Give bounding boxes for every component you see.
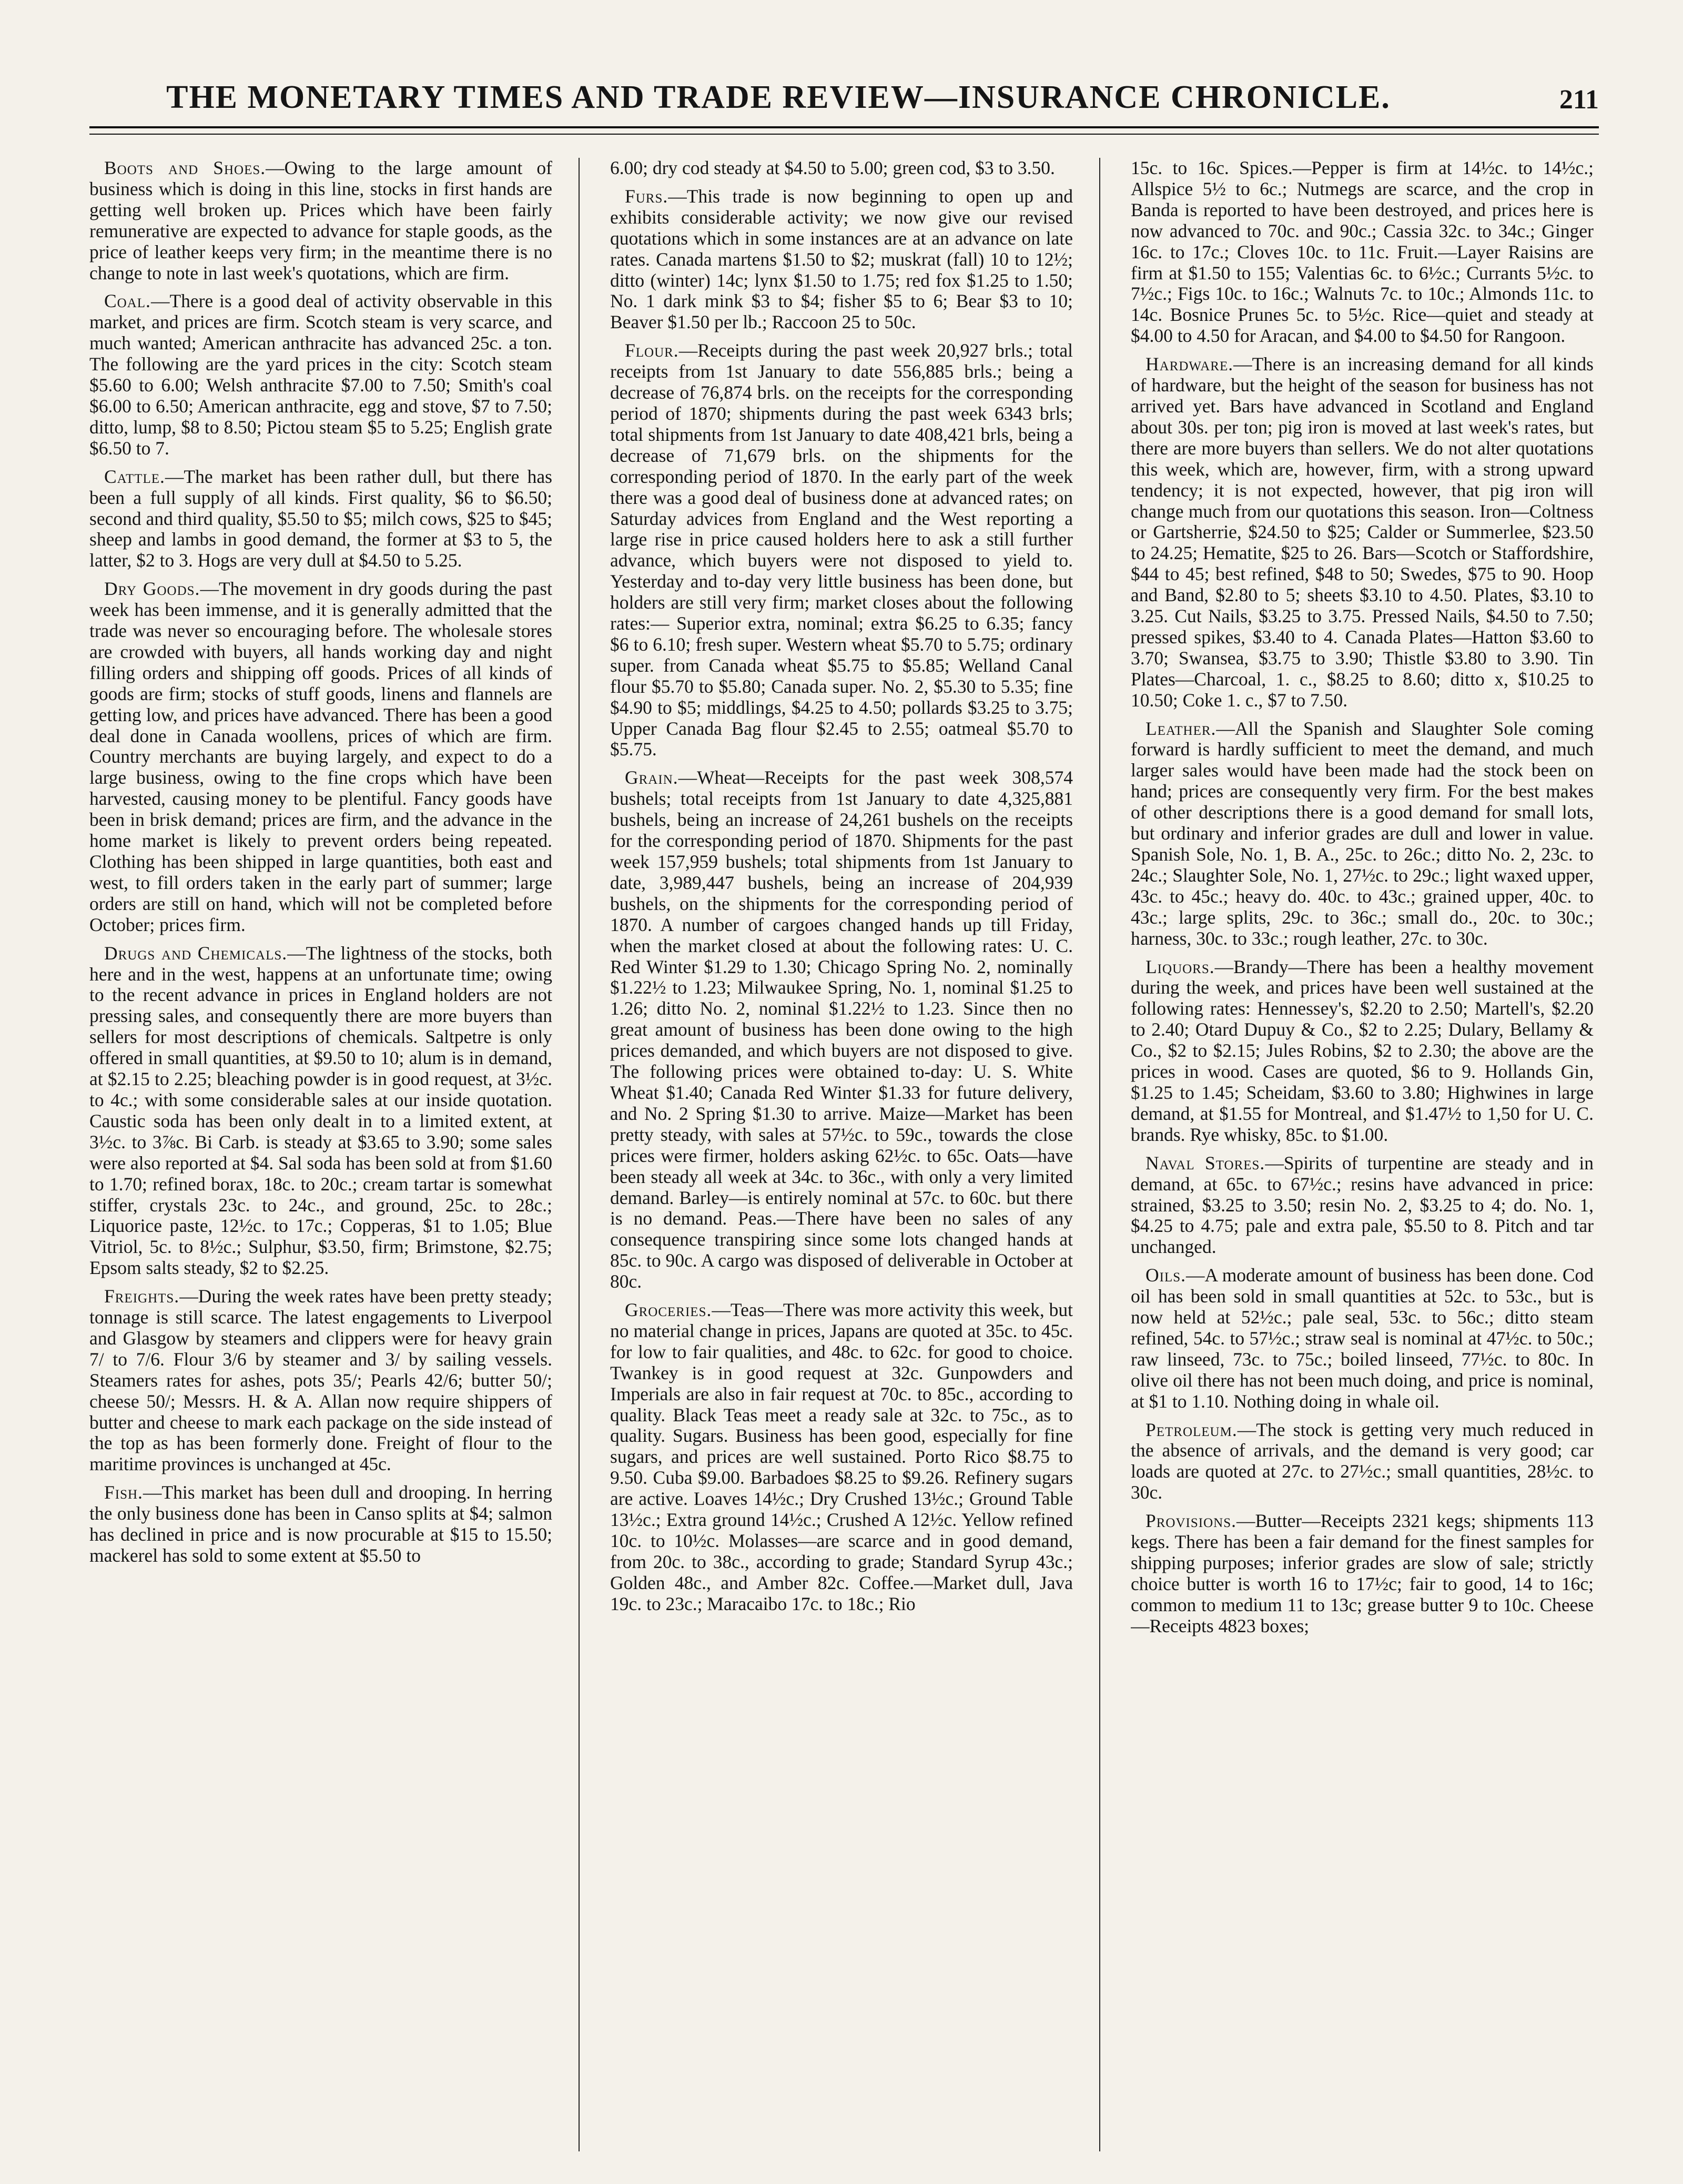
column-1 bbox=[89, 158, 552, 2151]
article-paragraph bbox=[1131, 158, 1594, 347]
paragraph-heading: Fish. bbox=[104, 1482, 143, 1503]
column-3 bbox=[1131, 158, 1594, 2151]
article-paragraph bbox=[610, 1300, 1073, 1615]
article-paragraph bbox=[89, 1286, 552, 1475]
article-paragraph bbox=[1131, 1511, 1594, 1636]
page-number: 211 bbox=[1559, 85, 1599, 115]
paragraph-heading: Liquors. bbox=[1145, 956, 1215, 977]
article-paragraph bbox=[610, 186, 1073, 333]
paragraph-heading: Groceries. bbox=[625, 1299, 712, 1321]
paragraph-heading: Leather. bbox=[1145, 717, 1216, 739]
paragraph-body: —Butter—Receipts 2321 kegs; shipments 113 kegs. There has been a fair demand for the finest samples for shipping purposes; inferior grades are slow of sale; strictly choice butter is worth 16 to 17½c; fair to good, 14 to 16c; common to medium 11 to 13c; grease butter 9 to 10c. Cheese—Receipts 4823 boxes; bbox=[1131, 1510, 1594, 1636]
paragraph-heading: Petroleum. bbox=[1145, 1419, 1238, 1440]
paragraph-heading: Provisions. bbox=[1145, 1510, 1236, 1532]
paragraph-body: —The market has been rather dull, but there has been a full supply of all kinds. First quality, $6 to $6.50; second and third quality, $5.50 to $5; milch cows, $25 to $45; sheep and lambs in good demand, the former at $3 to 5, the latter, $2 to 3. Hogs are very dull at $4.50 to 5.25. bbox=[89, 466, 552, 571]
article-paragraph bbox=[89, 467, 552, 572]
paragraph-body: —Spirits of turpentine are steady and in demand, at 65c. to 67½c.; resins have advanced in price: strained, $3.25 to 3.50; resin No. 2, $3.25 to 4; do. No. 1, $4.25 to 4.75; pale and extra pale, $5.50 to 8. Pitch and tar unchanged. bbox=[1131, 1152, 1594, 1258]
paragraph-heading: Cattle. bbox=[104, 466, 165, 487]
column-2 bbox=[610, 158, 1073, 2151]
paragraph-heading: Freights. bbox=[104, 1286, 180, 1307]
paragraph-heading: Naval Stores. bbox=[1145, 1152, 1265, 1174]
paragraph-body: —This market has been dull and drooping. In herring the only business done has been in Canso splits at $4; salmon has declined in price and is now procurable at $15 to 15.50; mackerel has sold to some extent at $5.50 to bbox=[89, 1482, 552, 1566]
paragraph-heading: Coal. bbox=[104, 290, 151, 312]
column-divider bbox=[1099, 158, 1100, 2151]
paragraph-heading: Flour. bbox=[625, 340, 679, 361]
paragraph-body: —The stock is getting very much reduced in the absence of arrivals, and the demand is very good; car loads are quoted at 27c. to 27½c.; small quantities, 28½c. to 30c. bbox=[1131, 1419, 1594, 1503]
paragraph-body: —There is a good deal of activity observable in this market, and prices are firm. Scotch steam is very scarce, and much wanted; American anthracite has advanced 25c. a ton. The following are the yard prices in the city: Scotch steam $5.60 to 6.00; Welsh anthracite $7.00 to 7.50; Smith's coal $6.00 to 6.50; American anthracite, egg and stove, $7 to 7.50; ditto, lump, $8 to 8.50; Pictou steam $5 to 5.25; English grate $6.50 to 7. bbox=[89, 290, 552, 459]
paragraph-heading: Grain. bbox=[625, 767, 678, 788]
paragraph-heading: Dry Goods. bbox=[104, 578, 200, 600]
article-paragraph bbox=[89, 943, 552, 1279]
article-paragraph bbox=[89, 579, 552, 935]
column-divider bbox=[579, 158, 580, 2151]
article-paragraph bbox=[610, 158, 1073, 179]
article-paragraph bbox=[1131, 957, 1594, 1146]
header-rule bbox=[89, 126, 1599, 128]
paragraph-body: —During the week rates have been pretty steady; tonnage is still scarce. The latest engagements to Liverpool and Glasgow by steamers and clippers were for heavy grain 7/ to 7/6. Flour 3/6 by steamer and 3/ by sailing vessels. Steamers rates for ashes, pots 35/; Pearls 42/6; butter 50/; cheese 50/; Messrs. H. & A. Allan now require shippers of butter and cheese to mark each package on the side instead of the top as has been formerly done. Freight of flour to the maritime provinces is unchanged at 45c. bbox=[89, 1286, 552, 1475]
paragraph-body: —The lightness of the stocks, both here and in the west, happens at an unfortunate time; owing to the recent advance in prices in England holders are not pressing sales, and consequently there are more buyers than sellers for most descriptions of chemicals. Saltpetre is only offered in small quantities, at $9.50 to 10; alum is in demand, at $2.15 to 2.25; bleaching powder is in good request, at 3½c. to 4c.; with some considerable sales at our inside quotation. Caustic soda has been only dealt in to a limited extent, at 3½c. to 3⅞c. Bi Carb. is steady at $3.65 to 3.90; some sales were also reported at $4. Sal soda has been sold at from $1.60 to 1.70; refined borax, 18c. to 20c.; cream tartar is somewhat stiffer, crystals 23c. to 24c., and ground, 25c. to 28c.; Liquorice paste, 12½c. to 17c.; Copperas, $1 to 1.05; Blue Vitriol, 5c. to 8½c.; Sulphur, $3.50, firm; Brimstone, $2.75; Epsom salts steady, $2 to $2.25. bbox=[89, 942, 552, 1279]
paragraph-body: —This trade is now beginning to open up and exhibits considerable activity; we now give our revised quotations which in some instances are at an advance on late rates. Canada martens $1.50 to $2; muskrat (fall) 10 to 12½; ditto (winter) 14c; lynx $1.50 to 1.75; red fox $1.25 to 1.50; No. 1 dark mink $3 to $4; fisher $5 to 6; Bear $3 to 10; Beaver $1.50 per lb.; Raccoon 25 to 50c. bbox=[610, 185, 1073, 333]
article-paragraph bbox=[610, 767, 1073, 1292]
paragraph-body: —Wheat—Receipts for the past week 308,574 bushels; total receipts from 1st January to date 4,325,881 bushels, being an increase of 24,261 bushels on the receipts for the corresponding period of 1870. Shipments for the past week 157,959 bushels; total shipments from 1st January to date, 3,989,447 bushels, being an increase of 204,939 bushels, on the shipments for the corresponding period of 1870. A number of cargoes changed hands up till Friday, when the market closed at about the following rates: U. C. Red Winter $1.29 to 1.30; Chicago Spring No. 2, nominally $1.22½ to 1.23; Milwaukee Spring, No. 1, nominal $1.25 to 1.26; ditto No. 2, nominal $1.22½ to 1.23. Since then no great amount of business has been done owing to the high prices demanded, and which buyers are not disposed to give. The following prices were obtained to-day: U. S. White Wheat $1.40; Canada Red Winter $1.33 for future delivery, and No. 2 Spring $1.30 to arrive. Maize—Market has been pretty steady, with sales at 57½c. to 59c., towards the close prices were firmer, holders asking 62½c. to 65c. Oats—have been steady all week at 34c. to 36c., with only a very limited demand. Barley—is entirely nominal at 57c. to 60c. but there is no demand. Peas.—There have been no sales of any consequence transpiring since some lots changed hands at 85c. to 90c. A cargo was disposed of deliverable in October at 80c. bbox=[610, 767, 1073, 1292]
paragraph-body: —There is an increasing demand for all kinds of hardware, but the height of the season for business has not arrived yet. Bars have advanced in Scotland and England about 30s. per ton; pig iron is moved at last week's rates, but there are more buyers than sellers. We do not alter quotations this week, which are, however, firm, with a strong upward tendency; it is not expected, however, that pig iron will change much from our quotations this season. Iron—Coltness or Gartsherrie, $24.50 to $25; Calder or Summerlee, $23.50 to 24.25; Hematite, $25 to 26. Bars—Scotch or Staffordshire, $44 to 45; best refined, $48 to 50; Swedes, $75 to 90. Hoop and Band, $2.80 to 5; sheets $3.10 to 4.50. Plates, $3.10 to 3.25. Cut Nails, $3.25 to 3.75. Pressed Nails, $4.50 to 7.50; pressed spikes, $3.40 to 4. Canada Plates—Hatton $3.60 to 3.70; Swansea, $3.75 to 3.90; Thistle $3.80 to 3.90. Tin Plates—Charcoal, 1. c., $8.25 to 8.60; ditto x, $10.25 to 10.50; Coke 1. c., $7 to 7.50. bbox=[1131, 353, 1594, 711]
header-rule-thin bbox=[89, 134, 1599, 135]
article-paragraph bbox=[1131, 354, 1594, 711]
paragraph-body: —All the Spanish and Slaughter Sole coming forward is hardly sufficient to meet the demand, and much larger sales would have been made had the stock been on hand; prices are consequently very firm. For the best makes of other descriptions there is a good demand for small lots, but ordinary and inferior grades are dull and lower in value. Spanish Sole, No. 1, B. A., 25c. to 26c.; ditto No. 2, 23c. to 24c.; Slaughter Sole, No. 1, 27½c. to 29c.; light waxed upper, 43c. to 45c.; heavy do. 40c. to 43c.; grained upper, 40c. to 43c.; large splits, 29c. to 36c.; small do., 20c. to 30c.; harness, 30c. to 33c.; rough leather, 27c. to 30c. bbox=[1131, 717, 1594, 949]
article-paragraph bbox=[1131, 1420, 1594, 1504]
article-paragraph bbox=[610, 340, 1073, 760]
article-paragraph bbox=[1131, 1153, 1594, 1258]
paragraph-body: —The movement in dry goods during the past week has been immense, and it is generally admitted that the trade was never so encouraging before. The wholesale stores are crowded with buyers, all hands working day and night filling orders and shipping off goods. Prices of all kinds of goods are firm; stocks of stuff goods, linens and flannels are getting low, and prices have advanced. There has been a good deal done in Canada woollens, prices of which are firm. Country merchants are buying largely, and expect to do a large business, owing to the fine crops which have been harvested, causing money to be plentiful. Fancy goods have been in brisk demand; prices are firm, and the advance in the home market is likely to prevent orders being repeated. Clothing has been shipped in large quantities, both east and west, to fill orders taken in the early part of summer; large orders are still on hand, which will not be completed before October; prices firm. bbox=[89, 578, 552, 935]
article-paragraph bbox=[1131, 1265, 1594, 1412]
paragraph-heading: Hardware. bbox=[1145, 353, 1234, 375]
article-paragraph bbox=[89, 291, 552, 459]
paragraph-heading: Oils. bbox=[1145, 1265, 1187, 1286]
paragraph-body: —Owing to the large amount of business which is doing in this line, stocks in first hands are getting well broken up. Prices which have been fairly remunerative are expected to advance for staple goods, as the price of leather keeps very firm; in the meantime there is no change to note in last week's quotations, which are firm. bbox=[89, 158, 552, 284]
paragraph-body: —Teas—There was more activity this week, but no material change in prices, Japans are quoted at 35c. to 45c. for low to fair qualities, and 48c. to 62c. for good to choice. Twankey is in good request at 32c. Gunpowders and Imperials are also in fair request at 70c. to 85c., according to quality. Black Teas meet a ready sale at 32c. to 75c., as to quality. Sugars. Business has been good, especially for fine sugars, and prices are well sustained. Porto Rico $8.75 to 9.50. Cuba $9.00. Barbadoes $8.25 to $9.26. Refinery sugars are active. Loaves 14½c.; Dry Crushed 13½c.; Ground Table 13½c.; Extra ground 14½c.; Crushed A 12½c. Yellow refined 10c. to 10½c. Molasses—are scarce and in good demand, from 20c. to 38c., according to grade; Standard Syrup 43c.; Golden 48c., and Amber 82c. Coffee.—Market dull, Java 19c. to 23c.; Maracaibo 17c. to 18c.; Rio bbox=[610, 1299, 1073, 1614]
paragraph-body: —Brandy—There has been a healthy movement during the week, and prices have been well sustained at the following rates: Hennessey's, $2.20 to 2.50; Martell's, $2.20 to 2.40; Otard Dupuy & Co., $2 to 2.25; Dulary, Bellamy & Co., $2 to $2.15; Jules Robins, $2 to 2.30; the above are the prices in wood. Cases are quoted, $6 to 9. Hollands Gin, $1.25 to 1.45; Scheidam, $3.60 to 3.80; Highwines in large demand, at $1.55 for Montreal, and $1.47½ to 1,50 for U. C. brands. Rye whisky, 85c. to $1.00. bbox=[1131, 956, 1594, 1145]
paragraph-body: —A moderate amount of business has been done. Cod oil has been sold in small quantities at 52c. to 53c., but is now held at 52½c.; pale seal, 53c. to 56c.; ditto steam refined, 54c. to 57½c.; straw seal is nominal at 47½c. to 50c.; raw linseed, 73c. to 75c.; boiled linseed, 77½c. to 80c. In olive oil there has not been much doing, and price is nominal, at $1 to 1.10. Nothing doing in whale oil. bbox=[1131, 1265, 1594, 1412]
article-paragraph bbox=[1131, 719, 1594, 949]
paragraph-body: 6.00; dry cod steady at $4.50 to 5.00; green cod, $3 to 3.50. bbox=[610, 158, 1055, 178]
paragraph-heading: Furs. bbox=[625, 185, 668, 207]
paragraph-body: —Receipts during the past week 20,927 brls.; total receipts from 1st January to date 556,885 brls.; being a decrease of 76,874 brls. on the receipts for the corresponding period of 1870; shipments during the past week 6343 brls; total shipments from 1st January to date 408,421 brls, being a decrease of 71,679 brls. on the shipments for the corresponding period of 1870. In the early part of the week there was a good deal of business done at advanced rates; on Saturday advices from England and the West reporting a large rise in price caused holders here to ask a still further advance, which buyers were not disposed to yield to. Yesterday and to-day very little business has been done, but holders are still very firm; market closes about the following rates:— Superior extra, nominal; extra $6.25 to 6.35; fancy $6 to 6.10; fresh super. Western wheat $5.70 to 5.75; ordinary super. from Canada wheat $5.75 to $5.85; Welland Canal flour $5.70 to $5.80; Canada super. No. 2, $5.30 to 5.35; fine $4.90 to $5; middlings, $4.25 to 4.50; pollards $3.25 to 3.75; Upper Canada Bag flour $2.45 to 2.55; oatmeal $5.70 to $5.75. bbox=[610, 340, 1073, 760]
masthead-title: THE MONETARY TIMES AND TRADE REVIEW—INSURANCE CHRONICLE. bbox=[166, 79, 1391, 115]
page-header bbox=[89, 79, 1599, 137]
article-paragraph bbox=[89, 158, 552, 284]
paragraph-heading: Drugs and Chemicals. bbox=[104, 942, 288, 964]
paragraph-heading: Boots and Shoes. bbox=[104, 158, 266, 178]
paragraph-body: 15c. to 16c. Spices.—Pepper is firm at 14½c. to 14½c.; Allspice 5½ to 6c.; Nutmegs are scarce, and the crop in Banda is reported to have been destroyed, and prices here is now advanced to 70c. and 90c.; Cassia 32c. to 34c.; Ginger 16c. to 17c.; Cloves 10c. to 11c. Fruit.—Layer Raisins are firm at $1.50 to 155; Valentias 6c. to 6½c.; Currants 5½c. to 7½c.; Figs 10c. to 16c.; Walnuts 7c. to 10c.; Almonds 11c. to 14c. Bosnice Prunes 5c. to 5½c. Rice—quiet and steady at $4.00 to 4.50 for Aracan, and $4.00 to $4.50 for Rangoon. bbox=[1131, 158, 1594, 347]
article-paragraph bbox=[89, 1482, 552, 1566]
